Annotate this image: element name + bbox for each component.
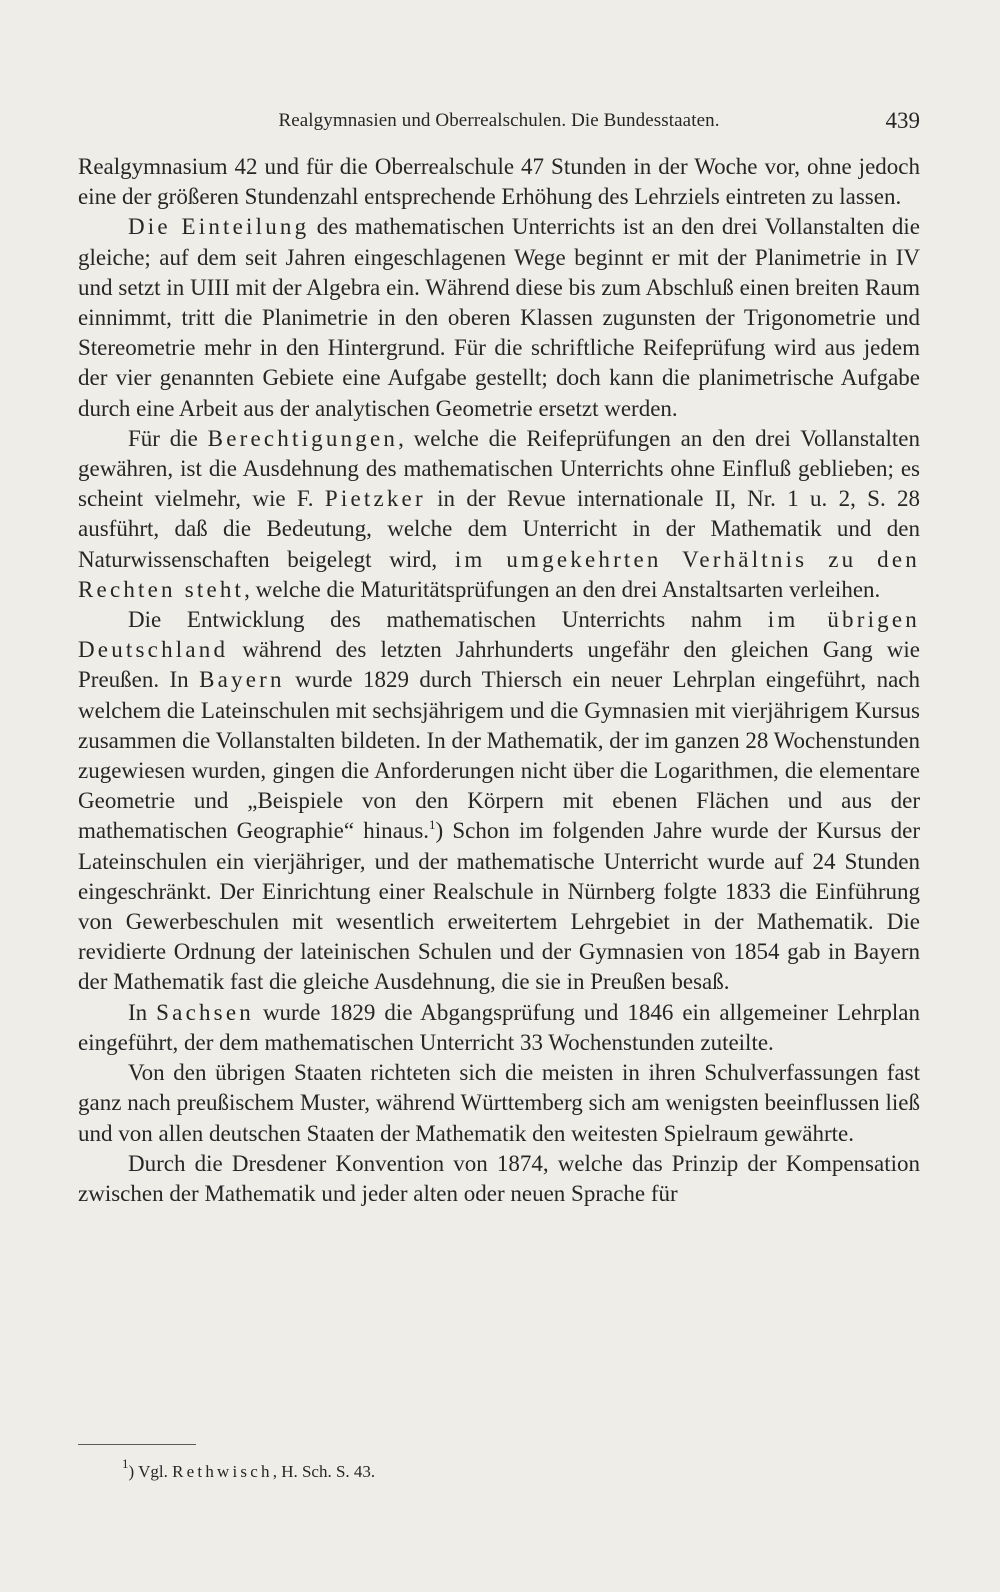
paragraph-2 (78, 212, 920, 423)
footnote-text: , H. Sch. S. 43. (272, 1462, 376, 1481)
paragraph-1 (78, 152, 920, 212)
spaced-emphasis: im umgekehrten Verhältnis zu den Rechten steht (78, 546, 920, 602)
page-number: 439 (885, 108, 920, 133)
footnote-rule (78, 1444, 196, 1445)
paragraph-4 (78, 605, 920, 998)
footnote-marker: 1 (122, 1456, 129, 1471)
paragraph-4-text: wurde 1829 durch Thiersch ein neuer Lehrplan eingeführt, nach welchem die Lateinschulen mit sechsjährigem und die Gymnasien mit vierjährigem Kursus zusammen die Vollanstalten bildeten. In der Mathematik, der im ganzen 28 Wochenstunden zugewiesen wurden, gingen die Anforderungen nicht über die Logarithmen, die elementare Geometrie und „Beispiele von den Körpern mit ebenen Flächen und aus der mathematischen Geographie“ hinaus. (78, 667, 920, 844)
paragraph-5-text: In (128, 999, 157, 1025)
footnote-reference: 1 (429, 817, 436, 833)
paragraph-4-text: Die Entwicklung des mathematischen Unterrichts nahm (128, 607, 768, 633)
paragraph-3-text: , welche die Reifeprüfungen an den drei Vollanstalten gewähren, ist die Ausdehnung des mathematischen Unterrichts ohne Einfluß geblieben; es scheint vielmehr, wie F. (78, 425, 920, 512)
spaced-emphasis: Sachsen (156, 999, 254, 1025)
paragraph-7-text: Durch die Dresdener Konvention von 1874, welche das Prinzip der Kompensation zwischen der Mathematik und jeder alten oder neuen Sprache für (78, 1150, 920, 1206)
spaced-emphasis: Pietzker (324, 486, 426, 512)
paragraph-3-text: , welche die Maturitätsprüfungen an den drei Anstaltsarten verleihen. (244, 576, 881, 602)
body-text (78, 152, 920, 1209)
footnote-author: Rethwisch (172, 1462, 273, 1481)
paragraph-4-text: ) Schon im folgenden Jahre wurde der Kursus der Lateinschulen ein vierjähriger, und der mathematische Unterricht wurde auf 24 Stunden eingeschränkt. Der Einrichtung einer Realschule in Nürnberg folgte 1833 die Einführung von Gewerbeschulen mit wesentlich erweitertem Lehrgebiet in der Mathematik. Die revidierte Ordnung der lateinischen Schulen und der Gymnasien von 1854 gab in Bayern der Mathematik fast die gleiche Ausdehnung, die sie in Preußen besaß. (78, 818, 920, 995)
paragraph-6-text: Von den übrigen Staaten richteten sich die meisten in ihren Schulverfassungen fast ganz nach preußischem Muster, während Württemberg sich am wenigsten beeinflussen ließ und von allen deutschen Staaten der Mathematik den weitesten Spielraum gewährte. (78, 1060, 920, 1146)
paragraph-1-text: Realgymnasium 42 und für die Oberrealschule 47 Stunden in der Woche vor, ohne jedoch eine der größeren Stundenzahl entsprechende Erhöhung des Lehrziels eintreten zu lassen. (78, 154, 920, 210)
paragraph-3-text: in der Revue internationale II, Nr. 1 u. 2, S. 28 ausführt, daß die Bedeutung, welche dem Unterricht in der Mathematik und den Naturwissenschaften beigelegt wird, (78, 486, 920, 572)
paragraph-4-text: während des letzten Jahrhunderts ungefähr den gleichen Gang wie Preußen. In (78, 637, 920, 693)
footnote (122, 1456, 376, 1482)
footnote-text: ) Vgl. (128, 1462, 173, 1481)
spaced-emphasis: Die Einteilung (128, 214, 310, 240)
spaced-emphasis: Berechtigungen (207, 425, 399, 451)
paragraph-3 (78, 424, 920, 605)
spaced-emphasis: im übrigen Deutschland (78, 607, 920, 663)
paragraph-3-text: Für die (128, 425, 208, 451)
running-title: Realgymnasien und Oberrealschulen. Die Bundesstaaten. (278, 110, 720, 131)
paragraph-2-text: des mathematischen Unterrichts ist an den drei Vollanstalten die gleiche; auf dem seit Jahren eingeschlagenen Wege beginnt er mit der Planimetrie in IV und setzt in UIII mit der Algebra ein. Während diese bis zum Abschluß einen breiten Raum einnimmt, tritt die Planimetrie in den oberen Klassen zugunsten der Trigonometrie und Stereometrie mehr in den Hintergrund. Für die schriftliche Reifeprüfung wird aus jedem der vier genannten Gebiete eine Aufgabe gestellt; doch kann die planimetrische Aufgabe durch eine Arbeit aus der analytischen Geometrie ersetzt werden. (78, 214, 920, 421)
paragraph-6 (78, 1058, 920, 1149)
paragraph-7 (78, 1149, 920, 1209)
running-head (78, 110, 920, 140)
paragraph-5 (78, 998, 920, 1058)
spaced-emphasis: Bayern (199, 667, 285, 693)
paragraph-5-text: wurde 1829 die Abgangsprüfung und 1846 ein allgemeiner Lehrplan eingeführt, der dem mathematischen Unterricht 33 Wochenstunden zuteilte. (78, 999, 921, 1055)
